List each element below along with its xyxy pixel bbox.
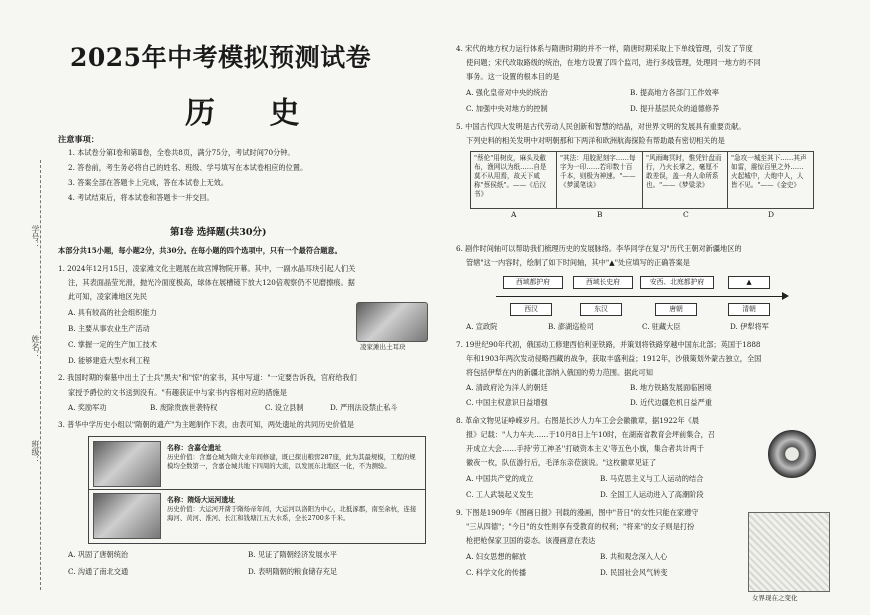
q2-option: D. 严刑法设禁止私斗 bbox=[330, 403, 398, 412]
timeline-unknown: ▲ bbox=[728, 276, 770, 289]
q7-option: C. 中国主权意识日益增强 bbox=[466, 398, 548, 407]
q1-option: C. 掌握一定的生产加工技术 bbox=[68, 340, 157, 349]
q9-option: A. 妇女思想的解放 bbox=[466, 552, 527, 561]
note-item: 3. 答案全部在答题卡上完成，答在本试卷上无效。 bbox=[68, 178, 229, 187]
notes-heading: 注意事项： bbox=[58, 134, 99, 144]
timeline-arrow-icon bbox=[782, 292, 789, 300]
q4-option: C. 加强中央对地方的控制 bbox=[466, 104, 548, 113]
q6-option: A. 宣政院 bbox=[466, 322, 498, 331]
q7-option: A. 清政府沦为洋人的朝廷 bbox=[466, 383, 548, 392]
site-name: 名称：隋炀大运河遗址 bbox=[167, 496, 235, 504]
canal-photo bbox=[93, 493, 161, 539]
note-item: 1. 本试卷分第Ⅰ卷和第Ⅱ卷，全卷共8页，满分75分，考试时间70分钟。 bbox=[68, 148, 295, 157]
q2-option: C. 设立县制 bbox=[265, 403, 304, 412]
q9-line: 9. 下图是1909年《图画日报》刊载的漫画，图中"昔日"的女性只能在家遵守 bbox=[456, 508, 699, 517]
q4-line: 事务。这一设置的根本目的是 bbox=[466, 72, 560, 81]
section-heading: 第Ⅰ卷 选择题(共30分) bbox=[170, 227, 267, 238]
q3-option: B. 见证了隋朝经济发展水平 bbox=[248, 550, 337, 559]
q1-option: A. 具有较高的社会组织能力 bbox=[68, 308, 157, 317]
site-value-text: 历史价值：大运河开凿于隋炀帝年间，大运河以洛阳为中心，北抵涿郡，南至余杭，连接海河、黄河、淮河、长江和钱塘江五大水系，全长2700多千米。 bbox=[167, 505, 417, 522]
q8-line: 徽夜一枚，队伍游行后，毛泽东亲莅演说。"这枚徽章见证了 bbox=[466, 458, 657, 467]
q6-line: 管辖"这一内容时，绘制了如下时间轴，其中"▲"处应填写的正确答案是 bbox=[466, 258, 690, 267]
q2-option: B. 废除贵族世袭特权 bbox=[150, 403, 218, 412]
q1-option: D. 能够建造大型水利工程 bbox=[68, 356, 150, 365]
q1-line: 此可知，凌家滩地区先民 bbox=[68, 292, 148, 301]
timeline-dynasty: 东汉 bbox=[580, 303, 622, 316]
q1-photo-caption: 凌家滩出土耳玦 bbox=[360, 343, 406, 351]
q8-option: C. 工人武装起义发生 bbox=[466, 490, 534, 499]
exam-title: 2025年中考模拟预测试卷 bbox=[70, 43, 372, 72]
q4-line: 4. 宋代的地方权力运行体系与隋唐时期的并不一样，隋唐时期采取上下单线管理，引发了节度 bbox=[456, 44, 753, 53]
q3-option: D. 表明隋朝的粮食储存充足 bbox=[248, 567, 338, 576]
q4-option: D. 提升基层民众的道德修养 bbox=[630, 104, 720, 113]
note-item: 2. 答卷前，考生务必将自己的姓名、班级、学号填写在本试卷相应的位置。 bbox=[68, 163, 308, 172]
q6-option: B. 澎湖巡检司 bbox=[548, 322, 594, 331]
q7-line: 将包括伊犁在内的新疆北部纳入俄国的势力范围。据此可知 bbox=[466, 368, 653, 377]
q9-line: "三从四德"；"今日"的女性则享有受教育的权利；"将来"的女子则是打扮 bbox=[466, 522, 695, 531]
timeline-event: 安西、北庭都护府 bbox=[640, 276, 714, 289]
subject-title: 历 史 bbox=[185, 96, 322, 131]
q2-line: 2. 我国时期的秦墓中出土了士兵"黑夫"和"惊"的家书，其中写道："一定要告诉我，官府给我们 bbox=[58, 373, 357, 382]
q7-option: B. 地方铁路发展面临困境 bbox=[630, 383, 712, 392]
source-cell: "蔡伦"用树皮，麻头及敝布，渔网以为纸……自是莫不从用焉，故天下咸称"蔡侯纸"。——《后汉书》 bbox=[471, 152, 557, 208]
q4-option: B. 提高地方各部门工作效率 bbox=[630, 88, 719, 97]
q9-option: C. 科学文化的传播 bbox=[466, 568, 527, 577]
q6-option: D. 伊犁将军 bbox=[730, 322, 769, 331]
timeline-dynasty: 清朝 bbox=[728, 303, 770, 316]
timeline-axis bbox=[496, 296, 786, 297]
timeline-dynasty: 西汉 bbox=[510, 303, 552, 316]
q8-line: 开成立大会……手持'劳工神圣''打破资本主义'等五色小旗，集合者共计两千 bbox=[466, 444, 704, 453]
granary-photo bbox=[93, 441, 161, 487]
q2-option: A. 奖励军功 bbox=[68, 403, 107, 412]
q5-source-table bbox=[470, 151, 814, 219]
binding-line bbox=[40, 160, 41, 590]
q7-line: 7. 19世纪90年代初，俄国动工修建西伯利亚铁路，并策划将铁路穿越中国东北部；英国于1888 bbox=[456, 340, 761, 349]
q6-option: C. 驻藏大臣 bbox=[642, 322, 681, 331]
q8-option: D. 全国工人运动进入了高潮阶段 bbox=[600, 490, 704, 499]
q9-line: 枪把枪保家卫国的姿态。该漫画意在表达 bbox=[466, 536, 596, 545]
q3-site-table bbox=[88, 436, 426, 544]
q2-line: 家授予爵位的文书送到没有。"有趣获证中与家书内容相对应的措施是 bbox=[68, 388, 287, 397]
q8-option: B. 马克思主义与工人运动的结合 bbox=[600, 474, 704, 483]
section-intro: 本部分共15小题，每小题2分，共30分。在每小题的四个选项中，只有一个最符合题意。 bbox=[58, 246, 342, 255]
source-cell: "急攻一城至其下……其声如雷，震惊百里之外……火起城中，大炮中人，人皆不见。"——《金史》 bbox=[731, 154, 807, 189]
q3-option: A. 巩固了唐朝统治 bbox=[68, 550, 129, 559]
q4-option: A. 强化皇帝对中央的统治 bbox=[466, 88, 548, 97]
student-name-label: 姓名： bbox=[31, 335, 40, 359]
timeline-event: 西域长史府 bbox=[573, 276, 633, 289]
site-value-text: 历史价值：含嘉仓城为隋大业年间修建，既已探出粮窖287座，此为其最规模，工程的规模均全数第一，含嘉仓城共地下四周的大流，以发展东北地区一化，不为测验。 bbox=[167, 453, 416, 470]
site-name: 名称：含嘉仓遗址 bbox=[167, 444, 222, 452]
cartoon-caption: 女界现在之变化 bbox=[752, 594, 798, 602]
q7-line: 年和1903年两次发动侵略西藏的战争，获取丰盛利益；1912年，沙俄策划外蒙古独立，全国 bbox=[466, 354, 762, 363]
jade-earring-photo bbox=[356, 302, 428, 342]
source-cell-label: C bbox=[683, 210, 689, 219]
q1-line: 1. 2024年12月15日，凌家滩文化主题展在故宫博物院开幕。其中，一副水晶耳玦引起人们关 bbox=[58, 264, 356, 273]
timeline-dynasty: 唐朝 bbox=[655, 303, 697, 316]
q8-line: 8. 革命文物见证峥嵘岁月。右图是长沙人力车工会会徽徽章，据1922年《晨 bbox=[456, 416, 700, 425]
q1-line: 注，其表面晶莹光滑，抛光冷面度极高，球体在展槽镜下放大120倍观察仍不见磨擦痕。据 bbox=[68, 278, 355, 287]
source-cell: "风雨晦冥时，惟凭针盘而行，乃火长掌之，毫厘不敢差误，盖一舟人命所系也。"——《梦粱录》 bbox=[643, 152, 728, 208]
student-id-label: 学号： bbox=[31, 225, 40, 249]
q5-line: 5. 中国古代四大发明是古代劳动人民创新和智慧的结晶，对世界文明的发展具有重要贡献。 bbox=[456, 122, 746, 131]
q5-line: 下列史料的相关发明中对明朝那和下两洋和欧洲航海探险有帮助最有密切相关的是 bbox=[466, 136, 725, 145]
class-label: 班级： bbox=[31, 440, 40, 464]
q9-option: D. 民国社会风气转变 bbox=[600, 568, 668, 577]
q3-option: C. 沟通了南北交通 bbox=[68, 567, 129, 576]
badge-photo bbox=[768, 430, 816, 478]
q3-line: 3. 普华中学历史小组以"隋朝的遗产"为主题制作下表，由表可知，两处遗址的共同历史价值是 bbox=[58, 420, 355, 429]
timeline-event: 西域都护府 bbox=[503, 276, 563, 289]
source-cell-label: B bbox=[597, 210, 603, 219]
note-item: 4. 考试结束后，将本试卷和答题卡一并交回。 bbox=[68, 193, 214, 202]
source-cell: "其法：用胶泥刻字……每字为一印……若印数十百千本，则极为神速。"——《梦溪笔谈》 bbox=[557, 152, 643, 208]
q8-option: A. 中国共产党的成立 bbox=[466, 474, 534, 483]
q9-option: B. 共和观念深入人心 bbox=[600, 552, 668, 561]
source-cell-label: A bbox=[511, 210, 517, 219]
cartoon-image bbox=[748, 512, 830, 592]
q7-option: D. 近代边疆危机日益严重 bbox=[630, 398, 712, 407]
q8-line: 报》记载："人力车夫……于10月8日上午10时，在湖南省教育会坪前集合，召 bbox=[466, 430, 715, 439]
q1-option: B. 主要从事农业生产活动 bbox=[68, 324, 150, 333]
q6-line: 6. 剧作时间轴可以帮助我们梳理历史的发展脉络。李华同学在复习"历代王朝对新疆地区的 bbox=[456, 244, 742, 253]
q4-line: 使问题；宋代改取路级的统治，在地方设置了四个监司，进行多线管理，处理同一地方的不同 bbox=[466, 58, 761, 67]
source-cell-label: D bbox=[768, 210, 775, 219]
